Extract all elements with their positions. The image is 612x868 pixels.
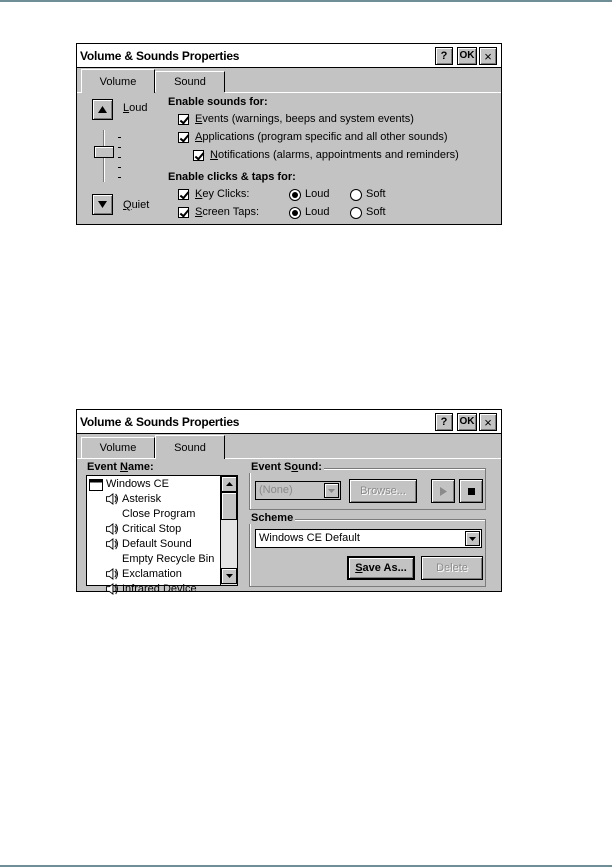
enable-sounds-heading: Enable sounds for: [168, 96, 268, 108]
speaker-icon [105, 583, 119, 595]
play-icon [440, 487, 447, 496]
title-bar [77, 44, 501, 68]
scroll-up-arrow-icon [226, 482, 233, 486]
key-clicks-soft-label: Soft [366, 188, 386, 200]
events-label: Events (warnings, beeps and system events) [195, 113, 414, 125]
close-button[interactable]: × [479, 413, 497, 431]
notifications-checkbox[interactable] [193, 150, 204, 161]
key-clicks-checkbox[interactable] [178, 189, 189, 200]
dialog-title: Volume & Sounds Properties [80, 415, 240, 429]
event-name-label: Event Name: [87, 461, 154, 473]
triangle-up-icon [98, 106, 107, 113]
screen-taps-checkbox[interactable] [178, 207, 189, 218]
quiet-label: Quiet [123, 199, 150, 211]
scroll-down-button[interactable] [221, 568, 237, 584]
speaker-icon [105, 523, 119, 535]
events-checkbox[interactable] [178, 114, 189, 125]
list-item-label: Windows CE [106, 478, 169, 490]
ok-button[interactable]: OK [457, 47, 477, 65]
volume-sounds-dialog-sound-tab [76, 409, 502, 595]
chevron-down-icon [465, 531, 480, 546]
event-name-listbox[interactable] [86, 475, 238, 595]
listbox-scrollbar[interactable] [220, 476, 237, 585]
tab-sound[interactable]: Sound [155, 71, 225, 92]
stop-icon [468, 488, 475, 495]
notifications-label: Notifications (alarms, appointments and reminders) [210, 149, 459, 161]
tab-volume[interactable]: Volume [81, 437, 155, 458]
title-bar [77, 410, 501, 434]
list-item-label: Asterisk [122, 493, 162, 505]
list-item-label: Default Sound [122, 538, 192, 550]
volume-sounds-dialog-volume-tab [76, 43, 502, 225]
speaker-icon [105, 568, 119, 580]
close-button[interactable]: × [479, 47, 497, 65]
scroll-up-button[interactable] [221, 476, 237, 492]
triangle-down-icon [98, 201, 107, 208]
help-button[interactable]: ? [435, 47, 453, 65]
loud-label: Loud [123, 102, 148, 114]
list-item-label: Close Program [122, 508, 196, 520]
screen-taps-soft-label: Soft [366, 206, 386, 218]
tab-volume[interactable]: Volume [81, 69, 155, 93]
screen-taps-loud-label: Loud [305, 206, 330, 218]
list-item-label: Empty Recycle Bin [122, 553, 215, 565]
scroll-thumb[interactable] [221, 492, 237, 520]
list-item-label: Critical Stop [122, 523, 182, 535]
key-clicks-loud-radio[interactable] [289, 189, 301, 201]
enable-clicks-heading: Enable clicks & taps for: [168, 171, 296, 183]
event-sound-select[interactable]: (None) [255, 481, 341, 500]
browse-button[interactable]: Browse... [349, 479, 417, 503]
scheme-label: Scheme [251, 512, 294, 524]
volume-down-button[interactable] [92, 194, 113, 215]
screen-taps-soft-radio[interactable] [350, 207, 362, 219]
speaker-icon [105, 538, 119, 550]
ok-button[interactable]: OK [457, 413, 477, 431]
volume-up-button[interactable] [92, 99, 113, 120]
chevron-down-icon [324, 483, 339, 498]
speaker-icon [105, 493, 119, 505]
save-as-button[interactable]: S ave As... [347, 556, 415, 580]
key-clicks-soft-radio[interactable] [350, 189, 362, 201]
bottom-rule [0, 865, 612, 867]
tab-sound[interactable]: Sound [155, 435, 225, 459]
event-sound-label: Event Sound: [251, 461, 322, 473]
play-button[interactable] [431, 479, 455, 503]
dialog-title: Volume & Sounds Properties [80, 49, 240, 63]
key-clicks-label: Key Clicks: [195, 188, 250, 200]
top-rule [0, 0, 612, 2]
screen-taps-loud-radio[interactable] [289, 207, 301, 219]
stop-button[interactable] [459, 479, 483, 503]
window-icon [89, 479, 103, 491]
list-item-label: Infrared Device [122, 583, 197, 595]
key-clicks-loud-label: Loud [305, 188, 330, 200]
scheme-select[interactable]: Windows CE Default [255, 529, 482, 548]
applications-checkbox[interactable] [178, 132, 189, 143]
screen-taps-label: Screen Taps: [195, 206, 260, 218]
list-item-label: Exclamation [122, 568, 182, 580]
volume-slider-thumb[interactable] [94, 146, 114, 158]
applications-label: Applications (program specific and all other sounds) [195, 131, 448, 143]
delete-button[interactable]: Delete [421, 556, 483, 580]
help-button[interactable]: ? [435, 413, 453, 431]
scroll-down-arrow-icon [226, 574, 233, 578]
